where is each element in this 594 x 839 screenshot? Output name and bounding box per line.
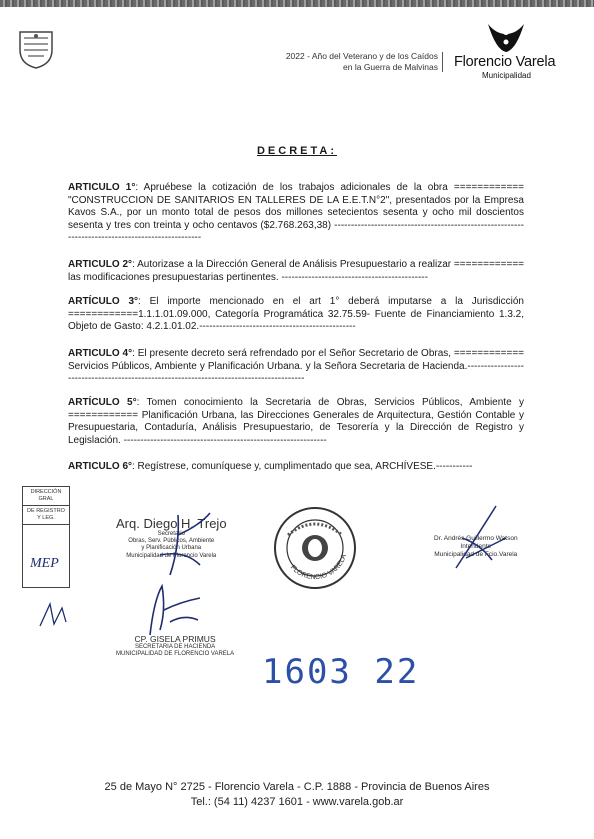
signer-title: y Planificación Urbana [141, 545, 202, 552]
article-text: : Tomen conocimiento la Secretaria de Obras, Servicios Públicos, Ambiente y ============ Planificación Urbana, las Direcciones Generales de Arquitectura, Gestión Contable y Presupuestaria, Contaduría, Análisis Presupuestario, de Tesorería y la Dirección de Registro y Legislación. ------------------------------------------------------------- [68, 397, 524, 446]
article-label: ARTICULO 2° [68, 259, 133, 270]
article-3 [68, 296, 524, 334]
article-label: ARTÍCULO 3° [68, 296, 139, 307]
logo-name: Florencio Varela [454, 54, 556, 70]
article-label: ARTÍCULO 5° [68, 397, 137, 408]
stamp-line-2: DE REGISTRO Y LEG. [23, 506, 69, 525]
signer-title: Intendente [460, 542, 492, 550]
signer-name: Dr. Andrés Guillermo Watson [434, 535, 518, 542]
signer-title: Secretario [157, 531, 185, 537]
article-2 [68, 259, 524, 284]
article-5 [68, 397, 524, 447]
stamp-line-1: DIRECCIÓN GRAL [23, 487, 69, 506]
handwritten-initials: MEP [30, 556, 59, 571]
article-label: ARTICULO 6° [68, 461, 132, 472]
article-label: ARTICULO 4° [68, 348, 133, 359]
signer-title: Municipalidad de Florencio Varela [126, 552, 217, 559]
signature-primus-icon [140, 580, 210, 640]
logo-subtitle: Municipalidad [482, 71, 531, 80]
seal-caption [272, 505, 358, 591]
signature-trejo-icon [140, 505, 220, 580]
article-text: : Regístrese, comuníquese y, cumplimentado que sea, ARCHÍVESE.----------- [132, 461, 473, 472]
article-label: ARTICULO 1° [68, 182, 136, 193]
footer-contact: Tel.: (54 11) 4237 1601 - www.varela.gob.ar [190, 796, 404, 808]
article-text: : Apruébese la cotización de los trabajos adicionales de la obra ============ "CONSTRUCCION DE SANITARIOS EN TALLERES DE LA E.E.T.N°2", presentados por la Empresa Kavos S.A., por un monto total de pesos dos millones setecientos sesenta y ocho mil doscientos sesenta y tres con treinta y ocho centavos ($2.768.263,38) ------------------------------------------------------------------------------------------------- [68, 182, 524, 243]
signature-scribble-left-icon [36, 600, 76, 630]
article-text: : Autorizase a la Dirección General de Análisis Presupuestario a realizar ============ las modificaciones presupuestarias pertinentes. -------------------------------------------- [68, 259, 525, 283]
svg-text:FLORENCIO VARELA [289, 553, 348, 581]
motto [286, 51, 438, 73]
article-4 [68, 348, 524, 386]
signer-title: Municipalidad de Fcio.Varela [434, 550, 518, 558]
article-text: : El importe mencionado en el art 1° deberá imputarse a la Jurisdicción ============1.1.1.01.09.000, Categoría Programática 32.75.59- Fuente de Financiamiento 1.3.2, Objeto de Gasto: 4.2.1.01.02.----------------------------------------------- [68, 296, 524, 332]
article-1 [68, 182, 524, 245]
signer-title: SECRETARIA DE HACIENDA [134, 644, 216, 650]
header-divider [442, 52, 443, 72]
signer-name: Arq. Diego H. Trejo [116, 516, 227, 531]
document-title: DECRETA: [256, 145, 337, 157]
registry-stamp-box [22, 486, 70, 588]
seal-text: FLORENCIO VARELA [288, 553, 348, 582]
footer [0, 780, 594, 810]
scan-edge [0, 0, 594, 7]
footer-address: 25 de Mayo N° 2725 - Florencio Varela - C.P. 1888 - Provincia de Buenos Aires [104, 781, 490, 793]
signer-title: MUNICIPALIDAD DE FLORENCIO VARELA [116, 651, 235, 657]
signer-name: CP. GISELA PRIMUS [134, 634, 216, 644]
municipal-crest-icon [18, 28, 54, 70]
signature-watson-icon [436, 498, 516, 578]
article-text: : El presente decreto será refrendado por el Señor Secretario de Obras, ============ Servicios Públicos, Ambiente y Planificación Urbana. y la Señora Secretaria de Hacienda.---------------------------------------------------------------------------------------- [68, 348, 525, 384]
florencio-varela-logo-icon [486, 20, 526, 54]
signer-title: Obras, Serv. Públicos, Ambiente [128, 538, 215, 545]
decree-number-stamp: 1603 22 [262, 652, 420, 692]
motto-line-1: 2022 - Año del Veterano y de los Caídos [285, 51, 438, 61]
article-6 [68, 461, 524, 474]
motto-line-2: en la Guerra de Malvinas [343, 62, 438, 72]
